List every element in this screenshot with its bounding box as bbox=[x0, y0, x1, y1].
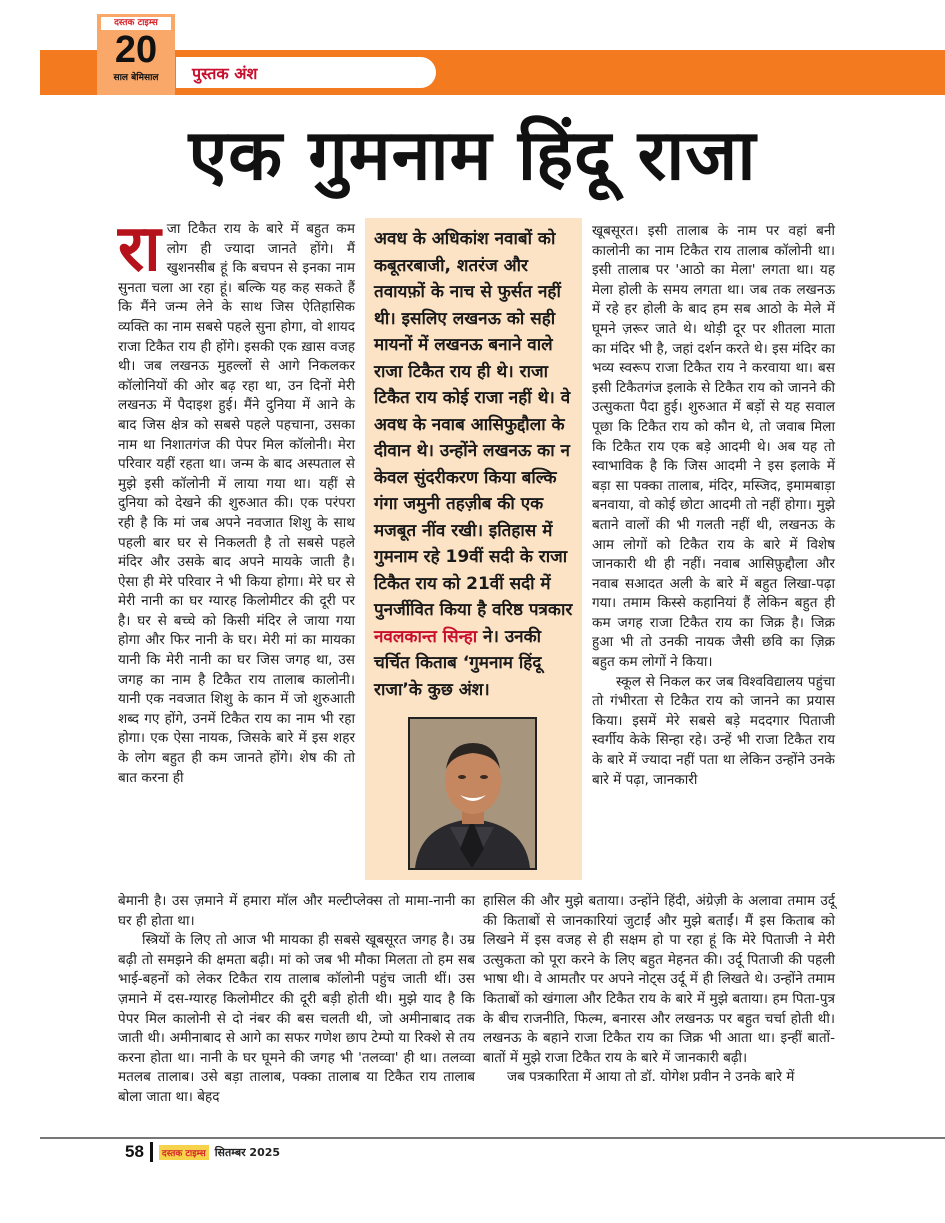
column-3-top bbox=[592, 222, 835, 892]
paragraph: स्कूल से निकल कर जब विश्वविद्यालय पहुंचा तो गंभीरता से टिकैत राय को जानने का प्रयास किया। इसमें मेरे सबसे बड़े मददगार पिताजी स्वर्गीय केके सिन्हा रहे। उन्हें भी राजा टिकैत राय के बारे में ज्यादा नहीं पता था लेकिन उन्होंने उनके बारे में पढ़ा, जानकारी bbox=[592, 673, 835, 788]
column-1-bottom bbox=[118, 892, 475, 1108]
article-title: एक गुमनाम हिंदू राजा bbox=[188, 114, 757, 196]
logo-brand: दस्तक टाइम्स bbox=[101, 17, 171, 30]
paragraph: जब पत्रकारिता में आया तो डॉ. योगेश प्रवीन ने उनके बारे में bbox=[507, 1069, 795, 1086]
paragraph: हासिल की और मुझे बताया। उन्होंने हिंदी, अंग्रेज़ी के अलावा तमाम उर्दू की किताबों से जानकारियां जुटाईं और मुझे बताईं। मैं इस किताब को लिखने में इस वजह से ही सक्षम हो पा रहा हूं कि मेरे पिताजी ने मेरी उत्सुकता को पूरा करने के लिए बहुत मेहनत की। उर्दू पिताजी की पहली भाषा थी। वे आमतौर पर अपने नोट्स उर्दू में ही लिखते थे। उन्होंने तमाम किताबों को खंगाला और टिकैत राय के बारे में मुझे बताया। हम पिता-पुत्र के बीच राजनीति, फिल्म, बनारस और लखनऊ पर बहुत चर्चा होती थी। लखनऊ के बहाने राजा टिकैत राय का जिक्र भी आता था। इन्हीं बातों-बातों में मुझे राजा टिकैत राय के बारे में जानकारी बढ़ी। bbox=[483, 893, 835, 1066]
column-1-top bbox=[118, 212, 355, 892]
section-label: पुस्तक अंश bbox=[192, 64, 258, 83]
pull-quote-text: अवध के अधिकांश नवाबों को कबूतरबाजी, शतरंज और तवायफ़ों के नाच से फुर्सत नहीं थी। इसलिए लखनऊ को सही मायनों में लखनऊ बनाने वाले राजा टिकैत राय ही थे। राजा टिकैत राय कोई राजा नहीं थे। वे अवध के नवाब आसिफुद्दौला के दीवान थे। उन्होंने लखनऊ का न केवल सुंदरीकरण किया बल्कि गंगा जमुनी तहज़ीब की एक मजबूत नींव रखी। इतिहास में गुमनाम रहे 19वीं सदी के राजा टिकैत राय को 21वीं सदी में पुनर्जीवित किया है वरिष्ठ पत्रकार bbox=[374, 229, 573, 620]
anniversary-logo bbox=[97, 14, 175, 95]
footer-separator bbox=[150, 1142, 153, 1162]
footer-divider bbox=[40, 1137, 945, 1139]
paragraph: खूबसूरत। इसी तालाब के नाम पर वहां बनी कालोनी का नाम टिकैत राय तालाब कॉलोनी था। इसी तालाब पर 'आठो का मेला' लगता था। यह मेला होली के समय लगता था। जब तक लखनऊ में रहे हर होली के बाद हम सब आठो के मेले में घूमने ज़रूर जाते थे। थोड़ी दूर पर शीतला माता का मंदिर भी है, जहां दर्शन करते थे। इस मंदिर का भव्य स्वरूप राजा टिकैत राय ने करवाया था। बस इसी टिकैतगंज इलाके से टिकैत राय को जानने की उत्सुकता पैदा हुई। शुरुआत में बड़ों से यह सवाल पूछा कि टिकैत राय को कौन थे, तो जवाब मिला कि टिकैत राय एक बड़े आदमी थे। अब यह तो स्वाभाविक है कि जिस आदमी ने इस इलाके में बड़ा सा पक्का तालाब, मंदिर, मस्जिद, इमामबाड़ा बनवाया, वो कोई छोटा आदमी तो नहीं होगा। मुझे बताने वालों की भी गलती नहीं थी, लखनऊ के आम लोगों को टिकैत राय के बारे में विशेष जानकारी थी ही नहीं। नवाब आसिफ़ुद्दौला और नवाब सआदत अली के बारे में बहुत लिखा-पढ़ा गया। तमाम किस्से कहानियां हैं लेकिन बहुत ही कम जगह राजा टिकैत राय का जिक्र है। जिक्र हुआ भी तो उनकी नायक जैसी छवि का ज़िक्र बहुत कम लोगों ने किया। bbox=[592, 223, 835, 671]
section-label-pill bbox=[176, 57, 436, 88]
author-name: नवलकान्त सिन्हा bbox=[374, 626, 478, 647]
column-3 bbox=[483, 222, 835, 1088]
logo-number: 20 bbox=[114, 29, 158, 71]
page-number: 58 bbox=[125, 1142, 144, 1161]
pull-quote-text-end: ने। उनकी चर्चित किताब ‘गुमनाम हिंदू राजा’के कुछ अंश। bbox=[374, 626, 542, 700]
paragraph: स्त्रियों के लिए तो आज भी मायका ही सबसे खूबसूरत जगह है। उम्र बढ़ी तो समझने की क्षमता बढ़ी। मां को जब भी मौका मिलता तो हम सब भाई-बहनों को लेकर टिकैत राय तालाब कॉलोनी पहुंच जाती थीं। उस ज़माने में दस-ग्यारह किलोमीटर की दूरी बड़ी होती थी। मुझे याद है कि पेपर मिल कालोनी से दो नंबर की बस चलती थी, जो अमीनाबाद तक जाती थी। अमीनाबाद से आगे का सफर गणेश छाप टेम्पो या रिक्शे से तय करना होता था। नानी के घर घूमने की जगह भी 'तलव्वा' ही था। तलव्वा मतलब तालाब। उसे बड़ा तालाब, पक्का तालाब या टिकैत राय तालाब बोला जाता था। बेहद bbox=[118, 932, 475, 1105]
paragraph: बेमानी है। उस ज़माने में हमारा मॉल और मल्टीप्लेक्स तो मामा-नानी का घर ही होता था। bbox=[118, 893, 475, 929]
drop-cap: रा bbox=[118, 212, 161, 286]
issue-date: सितम्बर 2025 bbox=[214, 1145, 281, 1159]
column-3-bottom bbox=[483, 892, 835, 1088]
logo-tagline: साल बेमिसाल bbox=[113, 73, 159, 83]
paragraph: जा टिकैत राय के बारे में बहुत कम लोग ही ज्यादा जानते होंगे। मैं खुशनसीब हूं कि बचपन से इनका नाम सुनता चला आ रहा हूं। बल्कि यह कह सकते हैं कि मैंने जन्म लेने के साथ जिस ऐतिहासिक व्यक्ति का नाम सबसे पहले सुना होगा, वो शायद राजा टिकैत राय ही होंगे। इसकी एक ख़ास वजह थी। जब लखनऊ मुहल्लों से आगे निकलकर कॉलोनियों की ओर बढ़ रहा था, उन दिनों मेरी लखनऊ में पैदाइश हुई। मैंने दुनिया में आने के बाद जिस क्षेत्र को सबसे पहले पहचाना, उसका नाम था निशातगंज की पेपर मिल कॉलोनी। मेरा परिवार यहीं रहता था। जन्म के बाद अस्पताल से मुझे इसी कॉलोनी में लाया गया था। यहीं से दुनिया को देखने की शुरुआत की। एक परंपरा रही है कि मां जब अपने नवजात शिशु के साथ पहली बार घर से निकलती है तो सबसे पहले मंदिर और उसके बाद अपने मायके जाती है। ऐसा ही मेरे परिवार ने भी किया होगा। मेरे घर से मेरी नानी का घर ग्यारह किलोमीटर की दूरी पर है। घर से बच्चे को किसी मंदिर ले जाया गया होगा और फिर नानी के घर। मेरी मां का मायका यानी कि मेरी नानी का घर जिस जगह था, उस जगह का नाम है टिकैत राय तालाब कालोनी। यानी एक नवजात शिशु के कान में जो शुरुआती शब्द गए होंगे, उनमें टिकैत राय का नाम भी रहा होगा। एक ऐसा नायक, जिसके बारे में इस शहर के लोग बहुत ही कम जानते होंगे। शेष की तो बात करना ही bbox=[118, 221, 355, 786]
page-footer bbox=[125, 1142, 280, 1162]
footer-brand-logo: दस्तक टाइम्स bbox=[159, 1145, 209, 1160]
